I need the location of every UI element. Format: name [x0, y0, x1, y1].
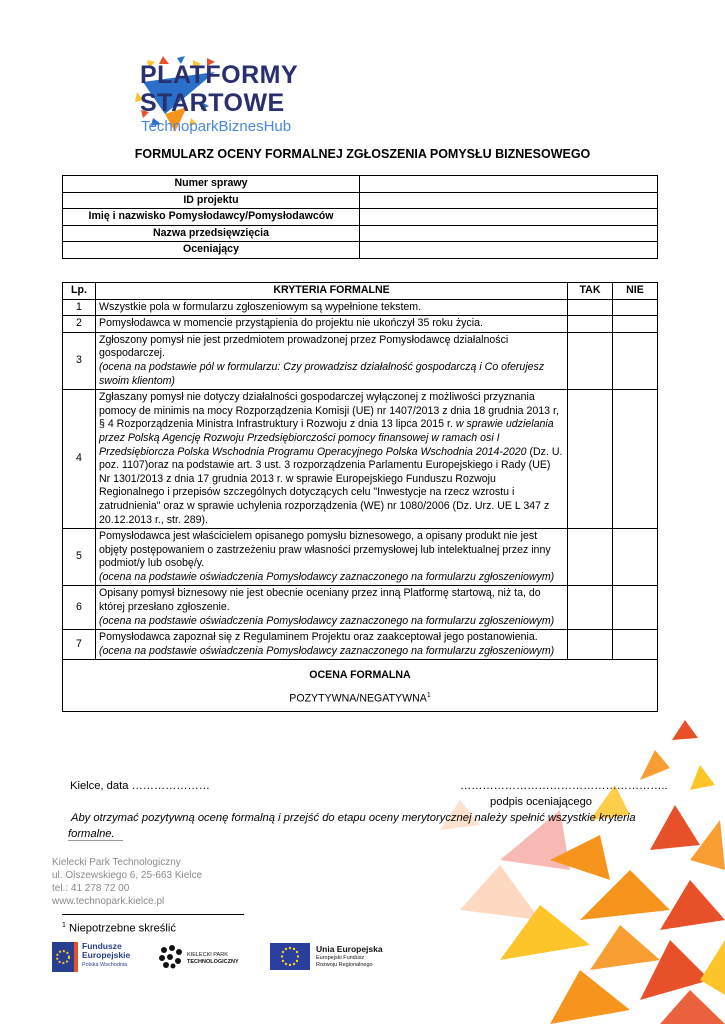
decorative-triangles — [440, 710, 725, 1024]
footnote-mark: 1 — [62, 922, 66, 929]
field-value-input[interactable] — [360, 225, 658, 242]
kielecki-park-logo — [158, 942, 248, 974]
final-value-text: POZYTYWNA/NEGATYWNA — [289, 692, 427, 705]
kpt-line2: TECHNOLOGICZNY — [187, 959, 239, 965]
field-value-input[interactable] — [360, 176, 658, 193]
criterion-note: (ocena na podstawie oświadczenia Pomysłodawcy zaznaczonego na formularzu zgłoszeniowym) — [99, 570, 555, 583]
kpt-line1: KIELECKI PARK — [187, 952, 228, 958]
yes-cell[interactable] — [568, 299, 613, 316]
address-block — [52, 856, 202, 908]
signature-dots[interactable]: ……………………………………………….. — [460, 780, 668, 792]
yes-cell[interactable] — [568, 316, 613, 333]
final-assessment-cell — [63, 660, 658, 712]
address-line: www.technopark.kielce.pl — [52, 896, 165, 907]
fundusze-europejskie-logo — [52, 942, 142, 974]
no-cell[interactable] — [613, 390, 658, 529]
criterion-text: Pomysłodawca w momencie przystąpienia do projektu nie ukończył 35 roku życia. — [96, 316, 568, 333]
field-label: ID projektu — [63, 192, 360, 209]
table-row — [63, 192, 658, 209]
criterion-note: (ocena na podstawie oświadczenia Pomysłodawcy zaznaczonego na formularzu zgłoszeniowym) — [99, 644, 555, 657]
unia-europejska-logo — [270, 942, 400, 974]
criterion-cell — [96, 630, 568, 660]
table-header-row — [63, 283, 658, 300]
table-row — [63, 209, 658, 226]
field-value-input[interactable] — [360, 209, 658, 226]
criterion-text: Zgłaszany pomysł nie dotyczy działalności gospodarczej wyłączonej z możliwości przyznania pomocy de minimis na mocy Rozporządzenia Komisji (UE) nr 1407/2013 z dnia 18 grudnia 2013 r, § 4 Rozporządzenia Ministra Infrastruktury i Rozwoju z dnia 13 lipca 2015 r. — [99, 391, 559, 431]
footnote-ref: 1 — [426, 692, 431, 700]
criterion-cell — [96, 390, 568, 529]
no-cell[interactable] — [613, 299, 658, 316]
address-line: Kielecki Park Technologiczny — [52, 857, 181, 868]
col-criteria: KRYTERIA FORMALNE — [96, 283, 568, 300]
brand-subtitle: TechnoparkBiznesHub — [141, 118, 292, 135]
final-assessment-value[interactable] — [63, 688, 657, 707]
table-row — [63, 586, 658, 630]
table-row — [63, 332, 658, 389]
no-cell[interactable] — [613, 316, 658, 333]
table-row — [63, 529, 658, 586]
criterion-text: Wszystkie pola w formularzu zgłoszeniowym są wypełnione tekstem. — [96, 299, 568, 316]
notice-text: Aby otrzymać pozytywną ocenę formalną i przejść do etapu oceny merytorycznej należy spełnić wszystkie kryteria formalne. — [68, 812, 636, 840]
no-cell[interactable] — [613, 586, 658, 630]
table-row — [63, 225, 658, 242]
criterion-text: Pomysłodawca jest właścicielem opisanego pomysłu biznesowego, a opisany produkt nie jest objęty postępowaniem o zastrzeżeniu praw własności przemysłowej lub intelektualnej przez inny podmiot/y lub osobę/y. — [99, 530, 551, 570]
no-cell[interactable] — [613, 332, 658, 389]
table-row — [63, 176, 658, 193]
kpt-mark-icon — [158, 944, 184, 970]
ue-line1: Unia Europejska — [316, 944, 383, 954]
criterion-cell — [96, 529, 568, 586]
table-row — [63, 242, 658, 259]
row-number: 4 — [63, 390, 96, 529]
yes-cell[interactable] — [568, 586, 613, 630]
table-row — [63, 316, 658, 333]
final-assessment-row — [63, 660, 658, 712]
no-cell[interactable] — [613, 630, 658, 660]
col-lp: Lp. — [63, 283, 96, 300]
fe-line3: Polska Wschodnia — [82, 962, 128, 968]
yes-cell[interactable] — [568, 332, 613, 389]
ue-line3: Rozwoju Regionalnego — [316, 962, 373, 968]
field-label: Numer sprawy — [63, 176, 360, 193]
row-number: 2 — [63, 316, 96, 333]
table-row — [63, 299, 658, 316]
notice-underline — [68, 840, 123, 841]
row-number: 3 — [63, 332, 96, 389]
col-yes: TAK — [568, 283, 613, 300]
criterion-cell — [96, 332, 568, 389]
yes-cell[interactable] — [568, 630, 613, 660]
row-number: 6 — [63, 586, 96, 630]
page-title: FORMULARZ OCENY FORMALNEJ ZGŁOSZENIA POMYSŁU BIZNESOWEGO — [134, 147, 591, 161]
field-value-input[interactable] — [360, 192, 658, 209]
field-label: Nazwa przedsięwzięcia — [63, 225, 360, 242]
field-label: Imię i nazwisko Pomysłodawcy/Pomysłodawców — [63, 209, 360, 226]
row-number: 1 — [63, 299, 96, 316]
yes-cell[interactable] — [568, 529, 613, 586]
row-number: 7 — [63, 630, 96, 660]
criterion-text: Opisany pomysł biznesowy nie jest obecnie oceniany przez inną Platformę startową, niż ta, do której przesłano zgłoszenie. — [99, 587, 541, 614]
table-row — [63, 630, 658, 660]
field-label: Oceniający — [63, 242, 360, 259]
fe-line1: Fundusze — [82, 941, 122, 951]
criterion-text: Zgłoszony pomysł nie jest przedmiotem prowadzonej przez Pomysłodawcę działalności gospodarczej. — [99, 333, 509, 360]
address-line: ul. Olszewskiego 6, 25-663 Kielce — [52, 870, 203, 881]
criterion-note: (ocena na podstawie oświadczenia Pomysłodawcy zaznaczonego na formularzu zgłoszeniowym) — [99, 614, 555, 627]
brand-line-1: PLATFORMY — [140, 61, 299, 89]
field-value-input[interactable] — [360, 242, 658, 259]
criterion-cell — [96, 586, 568, 630]
brand-line-2: STARTOWE — [140, 89, 285, 117]
footnote — [62, 922, 176, 935]
ue-line2: Europejski Fundusz — [316, 955, 365, 961]
footnote-divider — [62, 914, 244, 915]
criterion-italic: w sprawie udzielania przez Polską Agencję Rozwoju Przedsiębiorczości pomocy finansowej w ramach osi I Przedsiębiorcza Polska Wschodnia Programu Operacyjnego Polska Wschodnia 2014-2020 — [99, 418, 554, 458]
criterion-text-cont: (Dz. U. poz. 1107)oraz na podstawie art. 3 ust. 3 rozporządzenia Parlamentu Europejskiego i Rady (UE) Nr 1301/2013 z dnia 17 grudnia 2013 r. w sprawie Europejskiego Funduszu Rozwoju Regionalnego i przepisów szczególnych dotyczących celu "Inwestycje na rzecz wzrostu i zatrudnienia" oraz w sprawie uchylenia rozporządzenia (WE) nr 1080/2006 (Dz. Urz. UE L 347 z 20.12.2013 r., str. 289). — [99, 445, 563, 526]
yes-cell[interactable] — [568, 390, 613, 529]
footnote-text: Niepotrzebne skreślić — [69, 922, 176, 935]
criterion-text: Pomysłodawca zapoznał się z Regulaminem Projektu oraz zaakceptował jego postanowienia. — [99, 631, 538, 644]
final-assessment-title: OCENA FORMALNA — [309, 669, 411, 682]
eu-flag-icon — [270, 943, 310, 970]
row-number: 5 — [63, 529, 96, 586]
signature-label: podpis oceniającego — [490, 796, 593, 808]
case-info-table — [62, 175, 658, 259]
no-cell[interactable] — [613, 529, 658, 586]
criteria-table — [62, 282, 658, 712]
col-no: NIE — [613, 283, 658, 300]
fe-line2: Europejskie — [82, 950, 131, 960]
table-row — [63, 390, 658, 529]
criterion-note: (ocena na podstawie pól w formularzu: Czy prowadzisz działalność gospodarczą i Co oferujesz swoim klientom) — [99, 360, 545, 387]
address-line: tel.: 41 278 72 00 — [52, 883, 130, 894]
fe-mark-icon — [52, 942, 78, 972]
place-date[interactable]: Kielce, data ………………… — [70, 780, 210, 792]
